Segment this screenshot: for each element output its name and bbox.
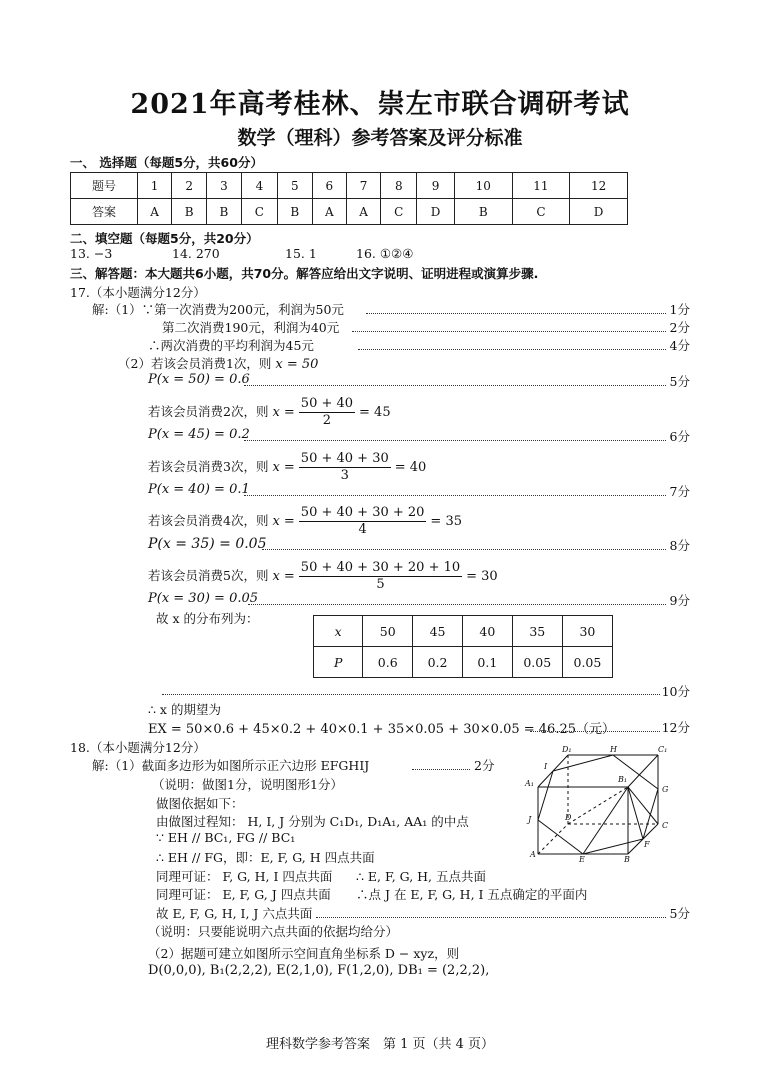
q17-line1: 解:（1）∵第一次消费为200元，利润为50元 — [92, 302, 344, 317]
case5-text: 若该会员消费5次，则 — [148, 568, 269, 583]
fill-answer-14: 14. 270 — [172, 246, 220, 261]
label-I: I — [544, 762, 548, 771]
label-A: A — [530, 850, 536, 859]
label-D1: D₁ — [562, 745, 572, 754]
case4-denominator: 4 — [358, 522, 367, 537]
q17-header: 17.（本小题满分12分） — [70, 285, 206, 300]
q18-line12: D(0,0,0), B₁(2,2,2), E(2,1,0), F(1,2,0), DB₁ = (2,2,2), — [148, 963, 490, 978]
case5-result: = 30 — [466, 569, 498, 584]
prob-x45: P(x = 45) = 0.2 — [148, 427, 250, 442]
case3-denominator: 3 — [340, 468, 349, 483]
q17-l3-points: 4分 — [669, 338, 690, 353]
answer-cell: B — [454, 199, 512, 225]
distribution-table — [313, 615, 613, 678]
answer-cell: B — [277, 199, 312, 225]
dist-prob-cell: 0.05 — [512, 647, 562, 678]
case4-numerator: 50 + 40 + 30 + 20 — [300, 505, 425, 520]
distribution-prob-row — [314, 647, 613, 678]
answer-cell: C — [512, 199, 570, 225]
dist-prob-cell: 0.6 — [363, 647, 413, 678]
case2-line: 若该会员消费2次，则 x = $\frac{50 + 40}{2}$ = 45 — [148, 396, 391, 428]
q18-line8a: 同理可证： E, F, G, J 四点共面 — [156, 887, 331, 902]
q18-line3: 做图依据如下： — [156, 796, 244, 811]
q17-part2-intro — [118, 354, 318, 372]
answer-table-question-row — [71, 173, 628, 199]
cube-figure — [520, 742, 680, 867]
dist-prob-cell: 0.1 — [462, 647, 512, 678]
expectation-formula: EX = 50×0.6 + 45×0.2 + 40×0.1 + 35×0.05 + 30×0.05 = 46.25（元） — [148, 722, 615, 737]
dist-prob-cell: 0.05 — [562, 647, 612, 678]
case2-numerator: 50 + 40 — [300, 396, 354, 411]
fill-answer-16: 16. ①②④ — [356, 246, 414, 261]
row-label-question: 题号 — [71, 173, 138, 199]
row-label-answer: 答案 — [71, 199, 138, 225]
label-C: C — [662, 821, 669, 830]
expectation-points: 12分 — [661, 720, 690, 735]
case3-numerator: 50 + 40 + 30 — [300, 451, 389, 466]
q17-l2-points: 2分 — [669, 320, 690, 335]
answer-cell: D — [417, 199, 455, 225]
question-number: 6 — [312, 173, 346, 199]
question-number: 2 — [172, 173, 207, 199]
label-G: G — [662, 785, 669, 794]
dist-header-cell: 50 — [363, 616, 413, 647]
dist-points: 10分 — [661, 684, 690, 699]
prob-x50: P(x = 50) = 0.6 — [148, 372, 250, 387]
prob-x30-points: 9分 — [669, 593, 690, 608]
answer-cell: C — [381, 199, 417, 225]
label-E: E — [579, 855, 585, 864]
label-H: H — [610, 745, 617, 754]
answer-table-answer-row — [71, 199, 628, 225]
dist-header-cell: 45 — [413, 616, 463, 647]
answer-cell: D — [570, 199, 628, 225]
q18-line11: （2）据题可建立如图所示空间直角坐标系 D − xyz，则 — [148, 946, 460, 961]
prob-x50-points: 5分 — [669, 374, 690, 389]
answer-cell: B — [172, 199, 207, 225]
section3-heading: 三、解答题：本大题共6小题，共70分。解答应给出文字说明、证明进程或演算步骤. — [70, 266, 539, 281]
prob-x40: P(x = 40) = 0.1 — [148, 482, 250, 497]
q17-part2-eq: x = 50 — [275, 357, 319, 372]
prob-x40-points: 7分 — [669, 484, 690, 499]
case4-result: = 35 — [430, 514, 462, 529]
answer-cell: A — [138, 199, 172, 225]
label-J: J — [528, 815, 532, 824]
case2-result: = 45 — [359, 405, 391, 420]
label-D: D — [565, 813, 572, 822]
case5-line: 若该会员消费5次，则 x = $\frac{50 + 40 + 30 + 20 + 10}{5}$ = 30 — [148, 560, 498, 592]
label-B: B — [624, 855, 630, 864]
question-number: 10 — [454, 173, 512, 199]
question-number: 8 — [381, 173, 417, 199]
dist-intro: 故 x 的分布列为： — [156, 611, 259, 626]
distribution-header-row — [314, 616, 613, 647]
case2-text: 若该会员消费2次，则 — [148, 404, 269, 419]
question-number: 5 — [277, 173, 312, 199]
section1-heading: 一、 选择题（每题5分，共60分） — [70, 155, 263, 170]
question-number: 9 — [417, 173, 455, 199]
expectation-intro: ∴ x 的期望为 — [148, 702, 221, 717]
case3-line: 若该会员消费3次，则 x = $\frac{50 + 40 + 30}{3}$ = 40 — [148, 451, 427, 483]
answer-cell: C — [241, 199, 277, 225]
question-number: 3 — [207, 173, 242, 199]
prob-x45-points: 6分 — [669, 429, 690, 444]
dist-prob-cell: P — [314, 647, 363, 678]
q18-l1-points: 2分 — [474, 758, 495, 773]
prob-x35-points: 8分 — [669, 538, 690, 553]
q17-part2-text: （2）若该会员消费1次，则 — [118, 356, 272, 371]
case3-result: = 40 — [394, 460, 427, 475]
case5-denominator: 5 — [376, 577, 385, 592]
page-subtitle: 数学（理科）参考答案及评分标准 — [237, 127, 523, 149]
fill-answer-15: 15. 1 — [285, 246, 317, 261]
page-footer: 理科数学参考答案 第 1 页（共 4 页） — [265, 1037, 495, 1052]
q17-l1-points: 1分 — [669, 302, 690, 317]
page-title: 2021年高考桂林、崇左市联合调研考试 — [130, 89, 630, 120]
case4-line: 若该会员消费4次，则 x = $\frac{50 + 40 + 30 + 20}{4}$ = 35 — [148, 505, 462, 537]
q18-line9: 故 E, F, G, H, I, J 六点共面 — [156, 906, 313, 921]
case5-numerator: 50 + 40 + 30 + 20 + 10 — [300, 560, 461, 575]
q18-line5: ∵ EH // BC₁, FG // BC₁ — [156, 830, 296, 845]
answer-cell: A — [312, 199, 346, 225]
question-number: 7 — [346, 173, 380, 199]
q18-l9-points: 5分 — [669, 906, 690, 921]
label-C1: C₁ — [658, 745, 668, 754]
label-F: F — [644, 840, 650, 849]
q18-line4: 由做图过程知： H, I, J 分别为 C₁D₁, D₁A₁, AA₁ 的中点 — [156, 814, 469, 829]
fill-answer-13: 13. −3 — [70, 246, 113, 261]
q18-line6: ∴ EH // FG，即：E, F, G, H 四点共面 — [156, 850, 375, 865]
question-number: 12 — [570, 173, 628, 199]
label-B1: B₁ — [618, 775, 628, 784]
q18-header: 18.（本小题满分12分） — [70, 740, 206, 755]
dist-header-cell: 40 — [462, 616, 512, 647]
question-number: 4 — [241, 173, 277, 199]
q18-line2: （说明：做图1分，说明图形1分） — [152, 777, 343, 792]
case3-text: 若该会员消费3次，则 — [148, 459, 269, 474]
case2-denominator: 2 — [322, 413, 332, 428]
answer-cell: B — [207, 199, 242, 225]
q18-line7a: 同理可证： F, G, H, I 四点共面 — [156, 869, 333, 884]
q17-line3: ∴两次消费的平均利润为45元 — [148, 338, 314, 353]
dist-header-cell: 30 — [562, 616, 612, 647]
section2-heading: 二、填空题（每题5分，共20分） — [70, 231, 259, 246]
q17-line2: 第二次消费190元，利润为40元 — [162, 320, 340, 335]
q18-line1: 解:（1）截面多边形为如图所示正六边形 EFGHIJ — [92, 758, 370, 773]
dist-prob-cell: 0.2 — [413, 647, 463, 678]
dist-header-cell: x — [314, 616, 363, 647]
answer-cell: A — [346, 199, 380, 225]
label-A1: A₁ — [525, 779, 534, 788]
q18-line10: （说明：只要能说明六点共面的依据均给分） — [148, 924, 399, 939]
prob-x30: P(x = 30) = 0.05 — [148, 591, 259, 606]
answer-table — [70, 172, 628, 225]
prob-x35: P(x = 35) = 0.05 — [148, 536, 267, 552]
case4-text: 若该会员消费4次，则 — [148, 513, 269, 528]
question-number: 1 — [138, 173, 172, 199]
dist-header-cell: 35 — [512, 616, 562, 647]
q18-line8b: ∴点 J 在 E, F, G, H, I 五点确定的平面内 — [356, 887, 588, 902]
q18-line7b: ∴ E, F, G, H, 五点共面 — [356, 869, 487, 884]
question-number: 11 — [512, 173, 570, 199]
